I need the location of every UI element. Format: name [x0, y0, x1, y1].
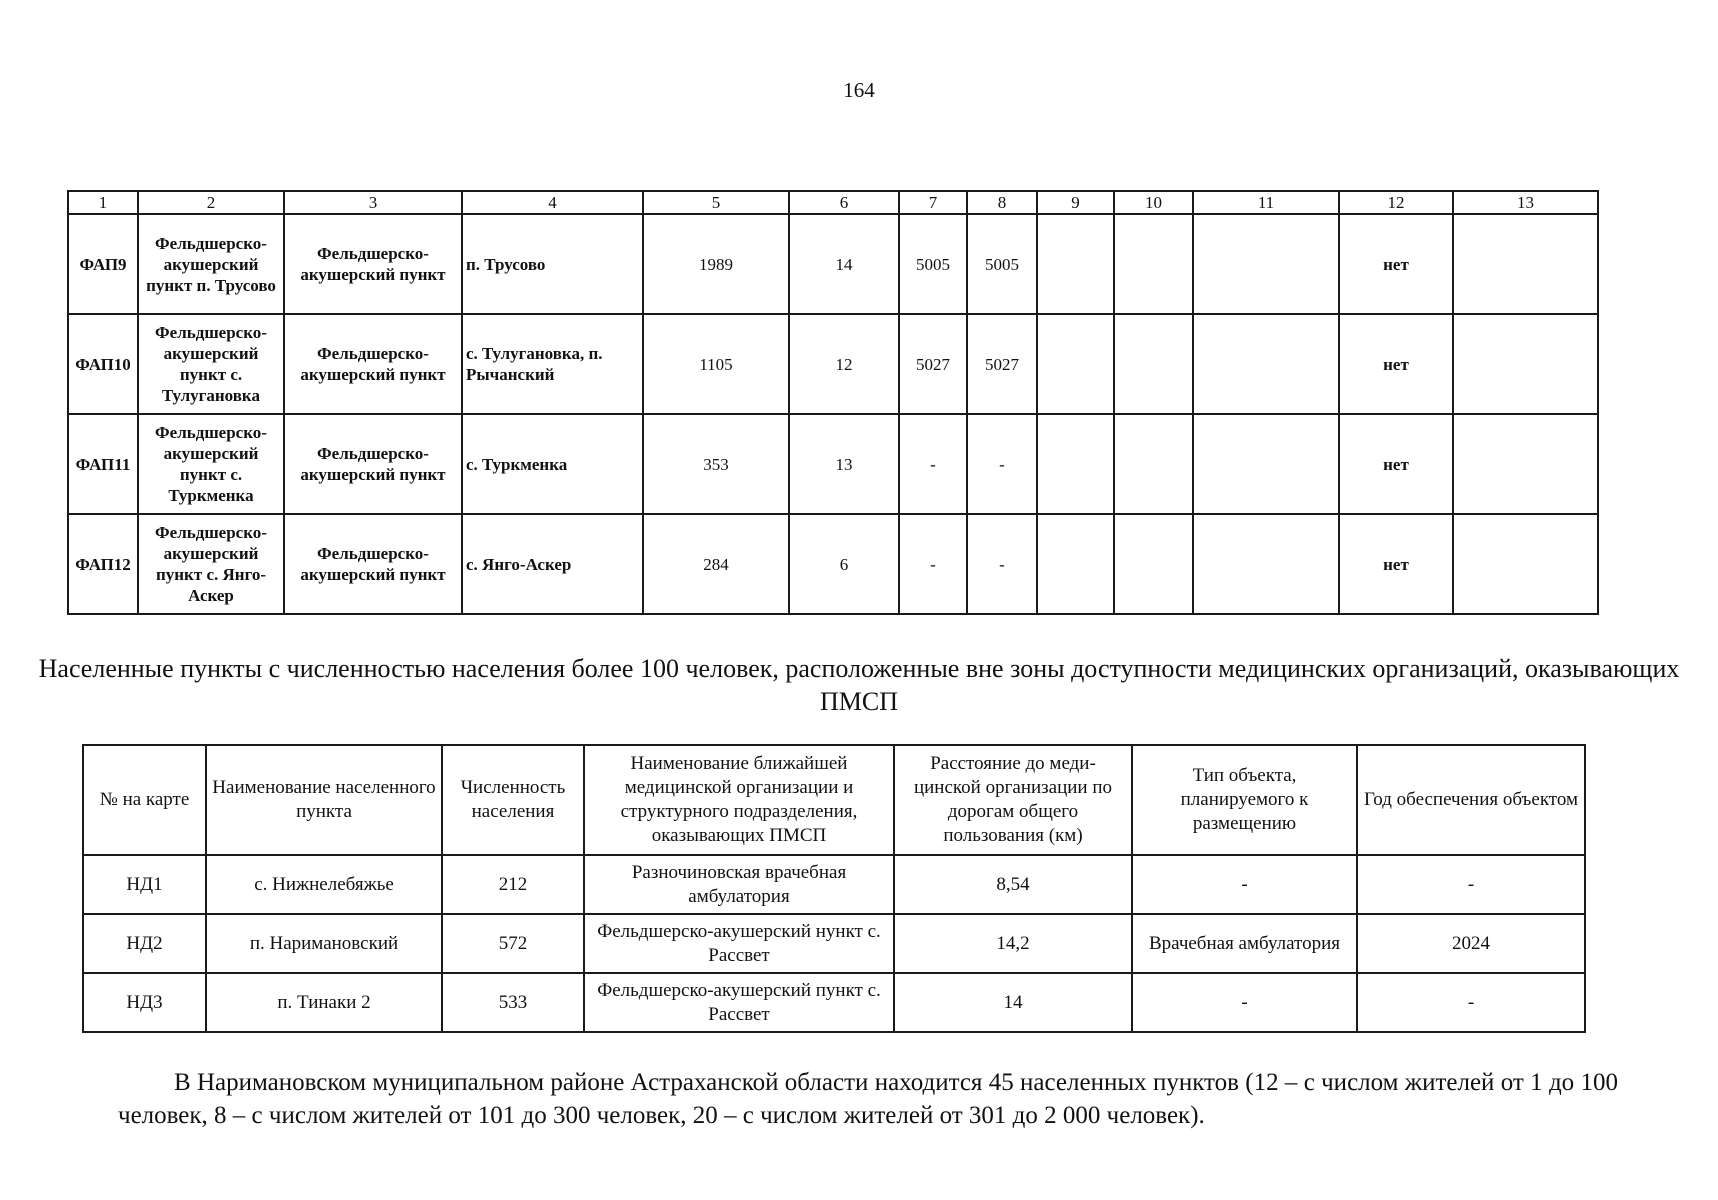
table-row	[83, 855, 1585, 914]
cell-col10	[1114, 514, 1193, 614]
column-number: 5	[643, 191, 789, 214]
column-number: 13	[1453, 191, 1598, 214]
cell-col13	[1453, 514, 1598, 614]
served-settlements: с. Янго-Аскер	[462, 514, 643, 614]
facility-name: Фельдшерско-акушерский пункт с. Туркменка	[138, 414, 284, 514]
facility-id: ФАП12	[68, 514, 138, 614]
cell-col11	[1193, 214, 1339, 314]
column-number: 8	[967, 191, 1037, 214]
column-number: 7	[899, 191, 967, 214]
cell-col8: 5005	[967, 214, 1037, 314]
object-type: -	[1132, 855, 1357, 914]
header-year: Год обеспечения объектом	[1357, 745, 1585, 855]
cell-col9	[1037, 414, 1114, 514]
facility-type: Фельдшерско-акушерский пункт	[284, 414, 462, 514]
column-number: 9	[1037, 191, 1114, 214]
header-distance: Расстояние до меди-цинской организации по дорогам общего пользования (км)	[894, 745, 1132, 855]
cell-col9	[1037, 214, 1114, 314]
cell-col9	[1037, 514, 1114, 614]
object-type: -	[1132, 973, 1357, 1032]
cell-col6: 12	[789, 314, 899, 414]
cell-col8: 5027	[967, 314, 1037, 414]
cell-col8: -	[967, 514, 1037, 614]
header-object-type: Тип объекта, планируемого к размещению	[1132, 745, 1357, 855]
cell-col11	[1193, 414, 1339, 514]
cell-col12: нет	[1339, 514, 1453, 614]
cell-col6: 6	[789, 514, 899, 614]
cell-col7: -	[899, 414, 967, 514]
facilities-table	[67, 190, 1599, 615]
cell-col6: 13	[789, 414, 899, 514]
facility-type: Фельдшерско-акушерский пункт	[284, 514, 462, 614]
settlement-name: п. Тинаки 2	[206, 973, 442, 1032]
cell-col13	[1453, 414, 1598, 514]
cell-col10	[1114, 414, 1193, 514]
distance: 8,54	[894, 855, 1132, 914]
table-row	[68, 514, 1598, 614]
cell-col6: 14	[789, 214, 899, 314]
section-heading: Населенные пункты с численностью населения более 100 человек, расположенные вне зоны доступности медицинских организаций, оказывающих ПМСП	[38, 654, 1680, 716]
facility-name: Фельдшерско-акушерский пункт п. Трусово	[138, 214, 284, 314]
column-number: 1	[68, 191, 138, 214]
column-number: 6	[789, 191, 899, 214]
cell-col13	[1453, 214, 1598, 314]
table-row	[68, 414, 1598, 514]
map-number: НД2	[83, 914, 206, 973]
cell-col11	[1193, 514, 1339, 614]
organization: Фельдшерско-акушерский нункт с. Рассвет	[584, 914, 894, 973]
cell-col5: 284	[643, 514, 789, 614]
cell-col12: нет	[1339, 414, 1453, 514]
table-row	[83, 914, 1585, 973]
distance: 14,2	[894, 914, 1132, 973]
facility-name: Фельдшерско-акушерский пункт с. Тулугановка	[138, 314, 284, 414]
served-settlements: с. Тулугановка, п. Рычанский	[462, 314, 643, 414]
facility-type: Фельдшерско-акушерский пункт	[284, 214, 462, 314]
facility-id: ФАП10	[68, 314, 138, 414]
column-number: 3	[284, 191, 462, 214]
cell-col5: 353	[643, 414, 789, 514]
cell-col10	[1114, 314, 1193, 414]
table-row	[68, 314, 1598, 414]
facility-name: Фельдшерско-акушерский пункт с. Янго-Аскер	[138, 514, 284, 614]
header-settlement-name: Наименование населенного пункта	[206, 745, 442, 855]
facility-id: ФАП11	[68, 414, 138, 514]
column-number: 12	[1339, 191, 1453, 214]
header-population: Численность населения	[442, 745, 584, 855]
map-number: НД1	[83, 855, 206, 914]
population: 533	[442, 973, 584, 1032]
cell-col11	[1193, 314, 1339, 414]
cell-col10	[1114, 214, 1193, 314]
facility-id: ФАП9	[68, 214, 138, 314]
distance: 14	[894, 973, 1132, 1032]
cell-col12: нет	[1339, 314, 1453, 414]
summary-paragraph: В Наримановском муниципальном районе Астраханской области находится 45 населенных пунктов (12 – с числом жителей от 1 до 100 человек, 8 – с числом жителей от 101 до 300 человек, 20 – с числом жителей от 301 до 2 000 человек).	[118, 1069, 1618, 1129]
served-settlements: с. Туркменка	[462, 414, 643, 514]
cell-col7: 5027	[899, 314, 967, 414]
page-number: 164	[843, 78, 875, 102]
header-row	[83, 745, 1585, 855]
cell-col5: 1989	[643, 214, 789, 314]
cell-col7: -	[899, 514, 967, 614]
cell-col7: 5005	[899, 214, 967, 314]
cell-col12: нет	[1339, 214, 1453, 314]
cell-col5: 1105	[643, 314, 789, 414]
column-number: 11	[1193, 191, 1339, 214]
year: -	[1357, 855, 1585, 914]
header-organization: Наименование ближайшей медицинской организации и структурного подразделения, оказывающих ПМСП	[584, 745, 894, 855]
settlement-name: п. Наримановский	[206, 914, 442, 973]
object-type: Врачебная амбулатория	[1132, 914, 1357, 973]
header-map-number: № на карте	[83, 745, 206, 855]
cell-col9	[1037, 314, 1114, 414]
year: 2024	[1357, 914, 1585, 973]
column-number: 2	[138, 191, 284, 214]
map-number: НД3	[83, 973, 206, 1032]
table-row	[83, 973, 1585, 1032]
population: 212	[442, 855, 584, 914]
population: 572	[442, 914, 584, 973]
column-number-row	[68, 191, 1598, 214]
settlement-name: с. Нижнелебяжье	[206, 855, 442, 914]
column-number: 10	[1114, 191, 1193, 214]
year: -	[1357, 973, 1585, 1032]
cell-col13	[1453, 314, 1598, 414]
organization: Фельдшерско-акушерский пункт с. Рассвет	[584, 973, 894, 1032]
table-row	[68, 214, 1598, 314]
column-number: 4	[462, 191, 643, 214]
settlements-table	[82, 744, 1586, 1033]
served-settlements: п. Трусово	[462, 214, 643, 314]
facility-type: Фельдшерско-акушерский пункт	[284, 314, 462, 414]
organization: Разночиновская врачебная амбулатория	[584, 855, 894, 914]
cell-col8: -	[967, 414, 1037, 514]
